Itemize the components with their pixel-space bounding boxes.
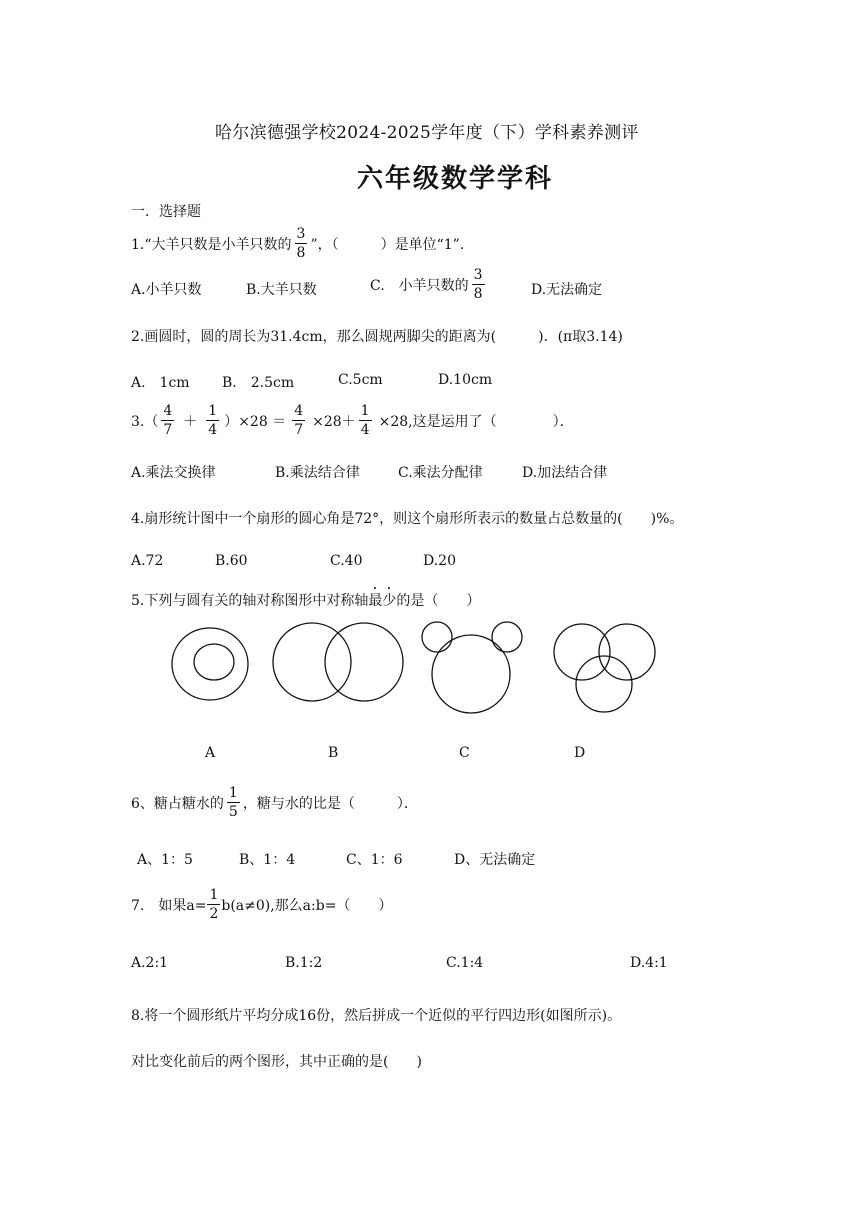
fraction-denominator: 7 — [163, 422, 173, 438]
q2-option-b: B. 2.5cm — [222, 375, 295, 391]
q3-text-5: ×28,这是运用了（ ）． — [378, 413, 574, 430]
q7-fraction — [207, 888, 220, 921]
q6-option-b: B、1：4 — [239, 852, 296, 868]
figure-label-a: A — [205, 745, 216, 761]
fraction-denominator: 8 — [296, 245, 306, 261]
fraction-numerator: 1 — [360, 403, 370, 419]
q2-option-d: D.10cm — [438, 372, 493, 388]
figure-c-left-ear — [422, 622, 452, 652]
q1-option-c-text: C. 小羊只数的 — [370, 277, 469, 294]
q3-text-3: ）×28 ＝ — [224, 413, 287, 430]
q4-option-d: D.20 — [423, 553, 456, 569]
fraction-denominator: 2 — [209, 906, 219, 922]
q3-fraction-4 — [359, 404, 372, 437]
subject-title: 六年级数学学科 — [357, 164, 554, 194]
fraction-denominator: 5 — [228, 804, 238, 820]
q5-text-post: 的是（ ） — [396, 593, 481, 609]
question-4: 4.扇形统计图中一个扇形的圆心角是72°，则这个扇形所表示的数量占总数量的( )%。 — [131, 511, 684, 527]
figure-label-b: B — [328, 745, 339, 761]
fraction-denominator: 4 — [360, 422, 370, 438]
q6-option-c: C、1：6 — [346, 852, 403, 868]
q3-option-c: C.乘法分配律 — [398, 465, 483, 481]
q3-fraction-2 — [206, 404, 219, 437]
q3-text-4: ×28＋ — [312, 413, 356, 430]
question-7 — [131, 888, 392, 921]
figure-c-big-circle — [432, 635, 510, 713]
q7-option-a: A.2:1 — [131, 955, 169, 971]
school-title: 哈尔滨德强学校2024-2025学年度（下）学科素养测评 — [215, 123, 639, 143]
q7-option-d: D.4:1 — [630, 955, 668, 971]
question-6 — [131, 786, 418, 819]
question-1 — [131, 227, 474, 260]
q1-option-a: A.小羊只数 — [131, 282, 202, 298]
fraction-numerator: 4 — [294, 403, 304, 419]
q1-text-post: ”，（ ）是单位“1”． — [310, 236, 474, 253]
figure-b-right-circle — [325, 623, 403, 701]
q3-option-b: B.乘法结合律 — [275, 465, 360, 481]
q3-fraction-3 — [292, 404, 305, 437]
fraction-numerator: 1 — [228, 785, 238, 801]
figure-a-inner-circle — [194, 644, 234, 680]
fraction-numerator: 4 — [163, 403, 173, 419]
fraction-numerator: 3 — [473, 267, 483, 283]
q3-fraction-1 — [161, 404, 174, 437]
fraction-numerator: 1 — [209, 887, 219, 903]
q5-figures — [0, 615, 868, 745]
q7-text-post: b(a≠0),那么a:b=（ ） — [221, 897, 393, 914]
question-2: 2.画圆时，圆的周长为31.4cm，那么圆规两脚尖的距离为( )．(π取3.14) — [131, 329, 623, 345]
q6-option-d: D、无法确定 — [454, 852, 536, 868]
question-8-line-1: 8.将一个圆形纸片平均分成16份，然后拼成一个近似的平行四边形(如图所示)。 — [131, 1008, 622, 1024]
q3-text-2: ＋ — [183, 413, 198, 430]
q2-option-a: A. 1cm — [131, 375, 190, 391]
q7-option-b: B.1:2 — [285, 955, 323, 971]
fraction-denominator: 4 — [208, 422, 218, 438]
q7-option-c: C.1:4 — [446, 955, 484, 971]
q2-option-c: C.5cm — [338, 372, 383, 388]
q1-option-c-fraction — [472, 268, 485, 301]
q1-option-d: D.无法确定 — [531, 282, 603, 298]
q6-option-a: A、1：5 — [137, 852, 193, 868]
figure-c-right-ear — [492, 622, 522, 652]
q6-text-pre: 6、糖占糖水的 — [131, 795, 224, 812]
q5-text-pre: 5.下列与圆有关的轴对称图形中对称轴 — [131, 593, 369, 609]
section-heading: 一．选择题 — [131, 204, 201, 220]
q3-option-d: D.加法结合律 — [522, 465, 608, 481]
figure-d-right-circle — [599, 624, 655, 680]
fraction-denominator: 8 — [473, 286, 483, 302]
q6-fraction — [227, 786, 240, 819]
fraction-denominator: 7 — [294, 422, 304, 438]
q4-option-b: B.60 — [215, 553, 248, 569]
fraction-numerator: 1 — [208, 403, 218, 419]
q3-text-1: 3.（ — [131, 413, 159, 430]
figure-label-c: C — [459, 745, 470, 761]
figure-d-left-circle — [554, 624, 610, 680]
q7-text-pre: 7. 如果a= — [131, 897, 207, 914]
fraction-numerator: 3 — [296, 226, 306, 242]
q4-option-c: C.40 — [330, 553, 363, 569]
q1-option-b: B.大羊只数 — [246, 282, 317, 298]
q4-option-a: A.72 — [131, 553, 164, 569]
q5-emphasis: 最少 — [368, 593, 397, 609]
q3-option-a: A.乘法交换律 — [131, 465, 216, 481]
figure-d-bottom-circle — [576, 656, 632, 712]
question-8-line-2: 对比变化前后的两个图形，其中正确的是( ) — [131, 1054, 422, 1070]
q1-fraction — [295, 227, 308, 260]
figure-b-left-circle — [273, 623, 351, 701]
question-5 — [131, 585, 480, 610]
figure-a-outer-circle — [172, 628, 248, 700]
q1-text-pre: 1.“大羊只数是小羊只数的 — [131, 236, 292, 253]
q6-text-post: ，糖与水的比是（ ）． — [242, 795, 418, 812]
question-3 — [131, 404, 574, 437]
figure-label-d: D — [574, 745, 586, 761]
q1-option-c — [370, 268, 488, 301]
